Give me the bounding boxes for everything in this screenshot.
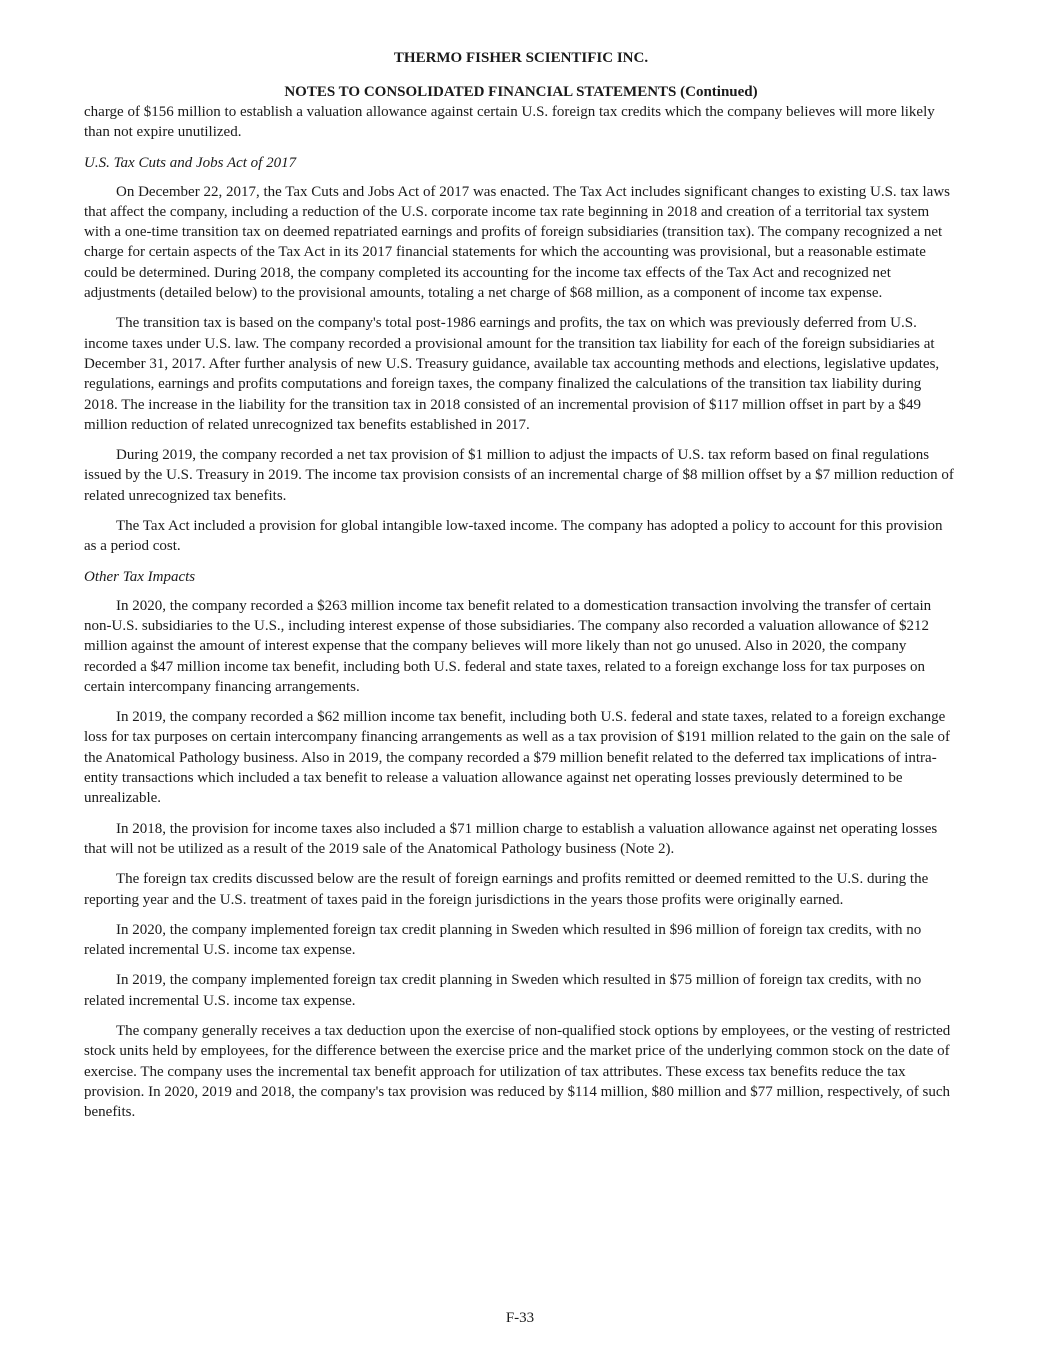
page-number: F-33	[505, 1310, 535, 1326]
paragraph-stock-options: The company generally receives a tax deduction upon the exercise of non-qualified stock options by employees, or the vesting of restricted stock units held by employees, for the difference between the exercise price and the market price of the underlying common stock on the date of exercise. The company uses the incremental tax benefit approach for utilization of tax attributes. These excess tax benefits reduce the tax provision. In 2020, 2019 and 2018, the company's tax provision was reduced by $114 million, $80 million and $77 million, respectively, of such benefits.	[84, 1022, 951, 1121]
paragraph-gilti: The Tax Act included a provision for global intangible low-taxed income. The company has adopted a policy to account for this provision as a period cost.	[84, 518, 943, 555]
paragraph-2020-domestication: In 2020, the company recorded a $263 million income tax benefit related to a domestication transaction involving the transfer of certain non-U.S. subsidiaries to the U.S., including interest expense of those subsidiaries. The company also recorded a valuation allowance of $212 million against the amount of interest expense that the company believes will more likely than not go unused. Also in 2020, the company recorded a $47 million income tax benefit, including both U.S. federal and state taxes, related to a foreign exchange loss for tax purposes on certain intercompany financing arrangements.	[84, 597, 932, 695]
paragraph-transition-tax: The transition tax is based on the company's total post-1986 earnings and profits, the tax on which was previously deferred from U.S. income taxes under U.S. law. The company recorded a provisional amount for the transition tax liability for each of the foreign subsidiaries at December 31, 2017. After further analysis of new U.S. Treasury guidance, available tax accounting methods and elections, legislative updates, regulations, earnings and profits computations and foreign taxes, the company finalized the calculations of the transition tax liability during 2018. The increase in the liability for the transition tax in 2018 consisted of an incremental provision of $117 million offset in part by a $49 million reduction of related unrecognized tax benefits established in 2017.	[84, 315, 940, 433]
paragraph-2019-provision: During 2019, the company recorded a net tax provision of $1 million to adjust the impacts of U.S. tax reform based on final regulations issued by the U.S. Treasury in 2019. The income tax provision consists of an incremental charge of $8 million offset by a $7 million reduction of related unrecognized tax benefits.	[84, 447, 954, 504]
paragraph-2019-sweden: In 2019, the company implemented foreign tax credit planning in Sweden which resulted in $75 million of foreign tax credits, with no related incremental U.S. income tax expense.	[84, 972, 922, 1009]
document-page	[84, 48, 958, 1132]
paragraph-continued: charge of $156 million to establish a valuation allowance against certain U.S. foreign tax credits which the company believes will more likely than not expire unutilized.	[84, 104, 935, 141]
paragraph-2020-sweden: In 2020, the company implemented foreign tax credit planning in Sweden which resulted in $96 million of foreign tax credits, with no related incremental U.S. income tax expense.	[84, 921, 922, 959]
section-heading-other-tax-impacts: Other Tax Impacts	[84, 568, 196, 585]
paragraph-2018-provision: In 2018, the provision for income taxes also included a $71 million charge to establish a valuation allowance against net operating losses that will not be utilized as a result of the 2019 sale of the Anatomical Pathology business (Note 2).	[84, 820, 938, 857]
section-heading-tax-act: U.S. Tax Cuts and Jobs Act of 2017	[84, 154, 297, 171]
paragraph-tax-act-enacted: On December 22, 2017, the Tax Cuts and Jobs Act of 2017 was enacted. The Tax Act includes significant changes to existing U.S. tax laws that affect the company, including a reduction of the U.S. corporate income tax rate beginning in 2018 and creation of a territorial tax system with a one-time transition tax on deemed repatriated earnings and profits of foreign subsidiaries (transition tax). The company recognized a net charge for certain aspects of the Tax Act in its 2017 financial statements for which the accounting was provisional, but a reasonable estimate could be determined. During 2018, the company completed its accounting for the income tax effects of the Tax Act and recognized net adjustments (detailed below) to the provisional amounts, totaling a net charge of $68 million, as a component of income tax expense.	[84, 183, 950, 302]
paragraph-foreign-tax-credits: The foreign tax credits discussed below are the result of foreign earnings and profits remitted or deemed remitted to the U.S. during the reporting year and the U.S. treatment of taxes paid in the foreign jurisdictions in the years those profits were originally earned.	[84, 871, 929, 908]
company-name: THERMO FISHER SCIENTIFIC INC.	[393, 50, 649, 66]
page-title: NOTES TO CONSOLIDATED FINANCIAL STATEMENTS (Continued)	[284, 84, 758, 100]
paragraph-2019-benefit: In 2019, the company recorded a $62 million income tax benefit, including both U.S. federal and state taxes, related to a foreign exchange loss for tax purposes on certain intercompany financing arrangements as well as a tax provision of $191 million related to the gain on the sale of the Anatomical Pathology business. Also in 2019, the company recorded a $79 million benefit related to the deferred tax implications of intra-entity transactions which included a tax benefit to release a valuation allowance against net operating losses previously determined to be unrealizable.	[84, 709, 951, 807]
